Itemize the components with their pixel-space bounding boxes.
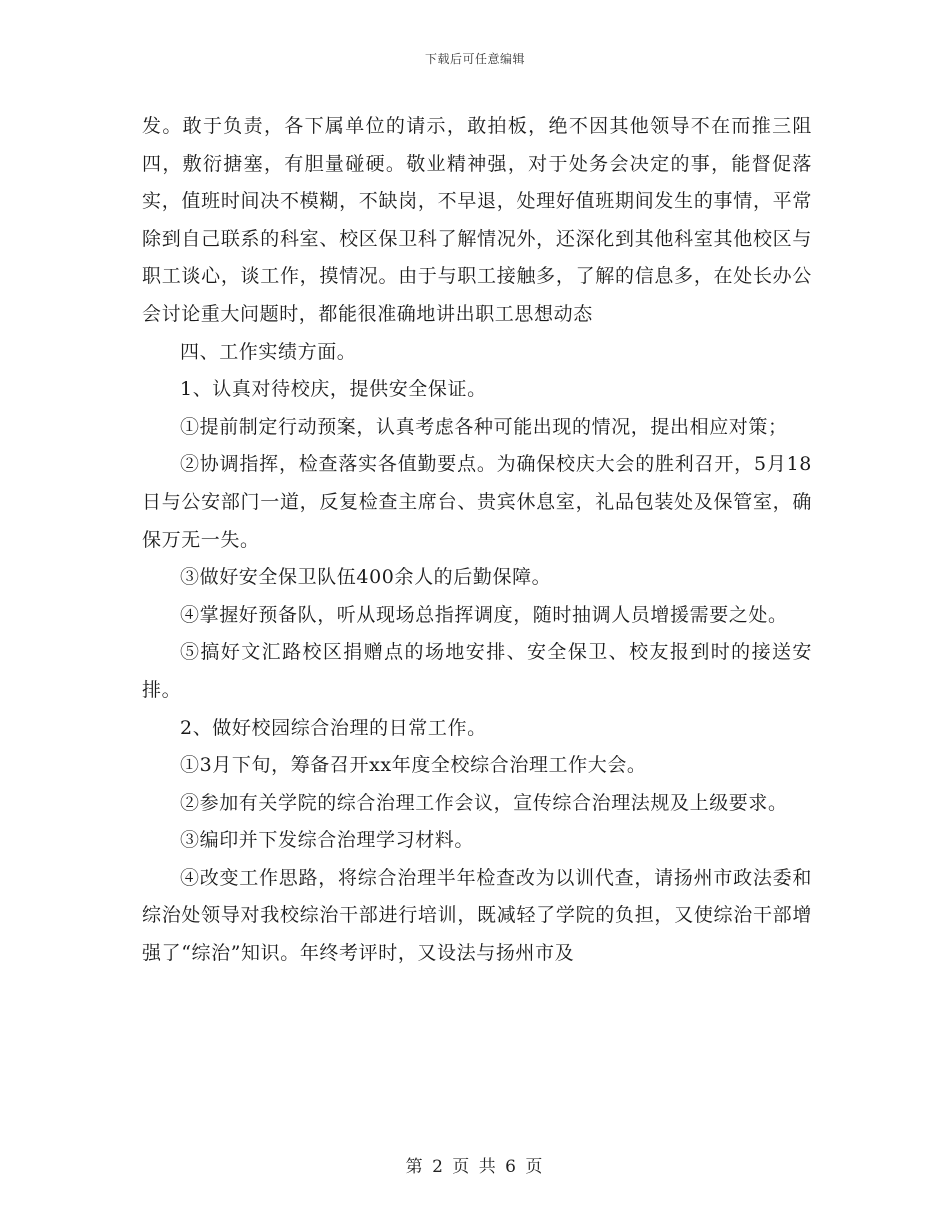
page-header: 下载后可任意编辑 bbox=[424, 52, 525, 66]
subsection-heading: 2、做好校园综合治理的日常工作。 bbox=[180, 716, 487, 739]
list-item: ③做好安全保卫队伍400余人的后勤保障。 bbox=[180, 566, 552, 589]
paragraph-continuation: 发。敢于负责，各下属单位的请示，敢拍板，绝不因其他领导不在而推三阻四，敷衍搪塞，有胆量碰硬。敬业精神强，对于处务会决定的事，能督促落实，值班时间决不模糊，不缺岗，不早退，处理好值班期间发生的事情，平常除到自己联系的科室、校区保卫科了解情况外，还深化到其他科室其他校区与职工谈心，谈工作，摸情况。由于与职工接触多，了解的信息多，在处长办公会讨论重大问题时，都能很准确地讲出职工思想动态 bbox=[142, 115, 812, 325]
body-text bbox=[142, 108, 812, 973]
list-item: ④掌握好预备队，听从现场总指挥调度，随时抽调人员增援需要之处。 bbox=[180, 603, 788, 626]
list-item: ①3月下旬，筹备召开xx年度全校综合治理工作大会。 bbox=[180, 754, 647, 777]
list-item: ⑤搞好文汇路校区捐赠点的场地安排、安全保卫、校友报到时的接送安排。 bbox=[142, 641, 812, 701]
section-heading: 四、工作实绩方面。 bbox=[180, 340, 357, 363]
list-item: ④改变工作思路，将综合治理半年检查改为以训代查，请扬州市政法委和综治处领导对我校综治干部进行培训，既减轻了学院的负担，又使综治干部增强了“综治”知识。年终考评时，又设法与扬州市及 bbox=[142, 866, 812, 965]
subsection-heading: 1、认真对待校庆，提供安全保证。 bbox=[180, 378, 487, 401]
list-item: ②参加有关学院的综合治理工作会议，宣传综合治理法规及上级要求。 bbox=[180, 791, 788, 814]
list-item: ②协调指挥，检查落实各值勤要点。为确保校庆大会的胜利召开，5月18日与公安部门一道，反复检查主席台、贵宾休息室，礼品包装处及保管室，确保万无一失。 bbox=[142, 453, 812, 551]
list-item: ①提前制定行动预案，认真考虑各种可能出现的情况，提出相应对策； bbox=[180, 415, 788, 438]
list-item: ③编印并下发综合治理学习材料。 bbox=[180, 829, 475, 852]
page-number: 第 2 页 共 6 页 bbox=[405, 1157, 545, 1177]
